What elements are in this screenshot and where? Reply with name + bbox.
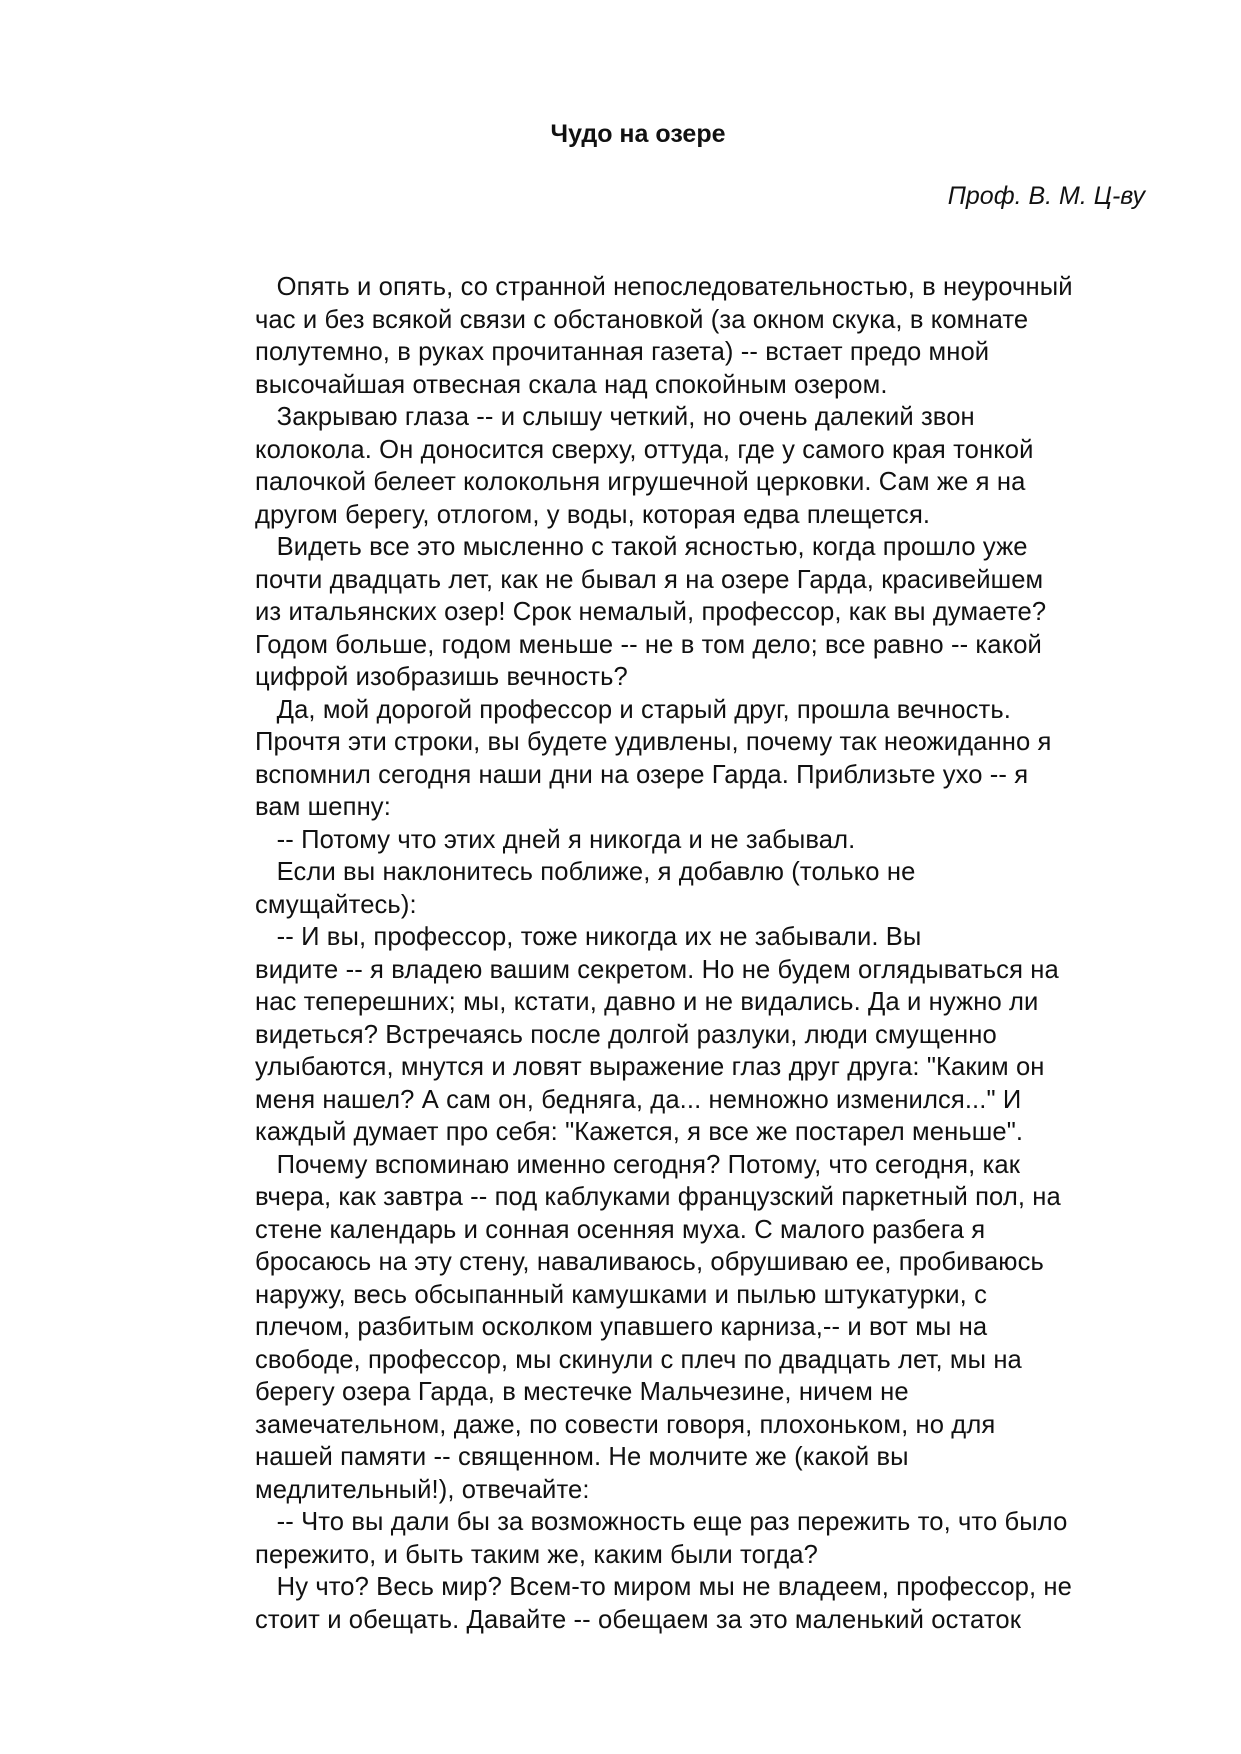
text-line: берегу озера Гарда, в местечке Мальчезине, ничем не [255,1378,909,1406]
text-line: Видеть все это мысленно с такой ясностью, когда прошло уже [255,533,1028,561]
text-line: -- И вы, профессор, тоже никогда их не забывали. Вы [255,923,922,951]
text-line: Если вы наклонитесь поближе, я добавлю (только не [255,858,916,886]
text-line: каждый думает про себя: "Кажется, я все же постарел меньше". [255,1118,1024,1146]
text-line: палочкой белеет колокольня игрушечной церковки. Сам же я на [255,468,1026,496]
text-line: нас теперешних; мы, кстати, давно и не видались. Да и нужно ли [255,988,1039,1016]
text-line: Опять и опять, со странной непоследовательностью, в неурочный [255,273,1073,301]
page-title: Чудо на озере [550,120,726,148]
text-line: почти двадцать лет, как не бывал я на озере Гарда, красивейшем [255,565,1044,594]
text-line: цифрой изобразишь вечность? [255,663,628,691]
text-line: улыбаются, мнутся и ловят выражение глаз друг друга: "Каким он [255,1053,1045,1081]
text-line: меня нашел? А сам он, бедняга, да... немножно изменился..." И [255,1085,1022,1114]
text-line: -- Потому что этих дней я никогда и не забывал. [255,825,856,854]
text-line: стоит и обещать. Давайте -- обещаем за это маленький остаток [255,1605,1021,1634]
text-line: -- Что вы дали бы за возможность еще раз пережить то, что было [255,1508,1068,1536]
text-line: видите -- я владею вашим секретом. Но не будем оглядываться на [255,955,1059,984]
text-line: Почему вспоминаю именно сегодня? Потому, что сегодня, как [255,1150,1021,1179]
text-line: Годом больше, годом меньше -- не в том дело; все равно -- какой [255,630,1042,659]
text-line: пережито, и быть таким же, каким были тогда? [255,1540,818,1569]
body-text [255,271,1155,1636]
text-line: наружу, весь обсыпанный камушками и пылью штукатурки, с [255,1280,987,1309]
text-line: вспомнил сегодня наши дни на озере Гарда. Приблизьте ухо -- я [255,760,1029,789]
text-line: плечом, разбитым осколком упавшего карниза,-- и вот мы на [255,1313,988,1341]
text-line: свободе, профессор, мы скинули с плеч по двадцать лет, мы на [255,1345,1022,1374]
text-line: замечательном, даже, по совести говоря, плохоньком, но для [255,1410,996,1439]
text-line: стене календарь и сонная осенняя муха. С малого разбега я [255,1215,986,1244]
text-line: Прочтя эти строки, вы будете удивлены, почему так неожиданно я [255,728,1052,756]
text-line: Да, мой дорогой профессор и старый друг, прошла вечность. [255,695,1012,724]
text-line: медлительный!), отвечайте: [255,1475,590,1504]
text-line: смущайтесь): [255,890,417,919]
text-line: вчера, как завтра -- под каблуками французский паркетный пол, на [255,1183,1061,1211]
text-line: другом берегу, отлогом, у воды, которая едва плещется. [255,500,931,529]
text-line: час и без всякой связи с обстановкой (за окном скука, в комнате [255,305,1029,334]
text-line: Ну что? Весь мир? Всем-то миром мы не владеем, профессор, не [255,1573,1072,1601]
text-line: полутемно, в руках прочитанная газета) -- встает предо мной [255,338,990,366]
text-line: колокола. Он доносится сверху, оттуда, где у самого края тонкой [255,435,1034,464]
text-line: нашей памяти -- священном. Не молчите же (какой вы [255,1443,909,1471]
text-line: из итальянских озер! Срок немалый, профессор, как вы думаете? [255,598,1047,626]
text-line: бросаюсь на эту стену, наваливаюсь, обрушиваю ее, пробиваюсь [255,1248,1044,1276]
dedication: Проф. В. М. Ц-ву [947,182,1145,210]
text-line: Закрываю глаза -- и слышу четкий, но очень далекий звон [255,403,975,431]
text-line: высочайшая отвесная скала над спокойным озером. [255,370,888,399]
text-line: вам шепну: [255,793,391,821]
text-line: видеться? Встречаясь после долгой разлуки, люди смущенно [255,1020,997,1049]
